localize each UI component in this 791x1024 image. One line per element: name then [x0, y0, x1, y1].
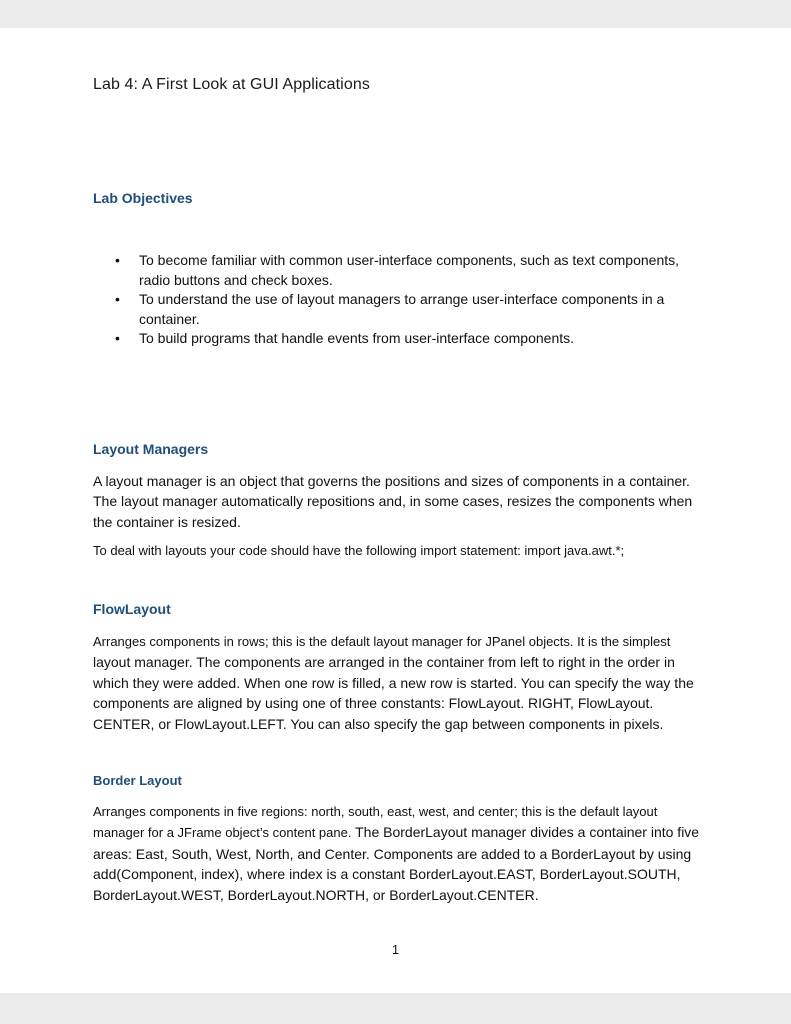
bullet-icon: •: [115, 291, 120, 307]
flowlayout-paragraph: [93, 631, 705, 734]
flowlayout-paragraph-first: Arranges components in rows; this is the default layout manager for JPanel objects. It is the simplest: [93, 634, 671, 649]
list-item-text: To build programs that handle events from user-interface components.: [139, 330, 575, 346]
document-title: Lab 4: A First Look at GUI Applications: [93, 76, 370, 93]
page-number: 1: [391, 942, 400, 957]
border-layout-paragraph: [93, 801, 703, 905]
list-item: [93, 251, 713, 290]
flowlayout-heading: FlowLayout: [93, 601, 171, 617]
border-layout-paragraph-second: manager for a JFrame object’s content pane.: [93, 825, 352, 841]
border-layout-paragraph-first: Arranges components in five regions: north, south, east, west, and center; this is the default layout: [93, 804, 658, 819]
layout-managers-paragraph: A layout manager is an object that governs the positions and sizes of components in a container. The layout manager automatically repositions and, in some cases, resizes the components when the container is resized.: [93, 473, 693, 530]
bullet-icon: •: [115, 330, 120, 346]
document-page: [0, 28, 791, 993]
layout-managers-heading: Layout Managers: [93, 441, 209, 457]
import-note: To deal with layouts your code should have the following import statement: import java.awt.*;: [93, 543, 625, 558]
list-item-text: To understand the use of layout managers to arrange user-interface components in a container.: [139, 291, 665, 327]
list-item: [93, 290, 713, 329]
list-item: [93, 329, 713, 349]
lab-objectives-heading: Lab Objectives: [93, 190, 193, 206]
border-layout-paragraph-rest: The BorderLayout manager divides a container into five areas: East, South, West, North, and Center. Components are added to a BorderLayout by using add(Component, index), where index is a constant BorderLayout.EAST, BorderLayout.SOUTH, BorderLayout.WEST, BorderLayout.NORTH, or BorderLayout.CENTER.: [93, 824, 700, 903]
border-layout-heading: Border Layout: [93, 773, 182, 788]
objectives-list: [93, 251, 713, 349]
bullet-icon: •: [115, 252, 120, 268]
list-item-text: To become familiar with common user-interface components, such as text components, radio buttons and check boxes.: [139, 252, 680, 288]
flowlayout-paragraph-rest: layout manager. The components are arranged in the container from left to right in the order in which they were added. When one row is filled, a new row is started. You can specify the way the components are aligned by using one of three constants: FlowLayout. RIGHT, FlowLayout. CENTER, or FlowLayout.LEFT. You can also specify the gap between components in pixels.: [93, 654, 694, 732]
